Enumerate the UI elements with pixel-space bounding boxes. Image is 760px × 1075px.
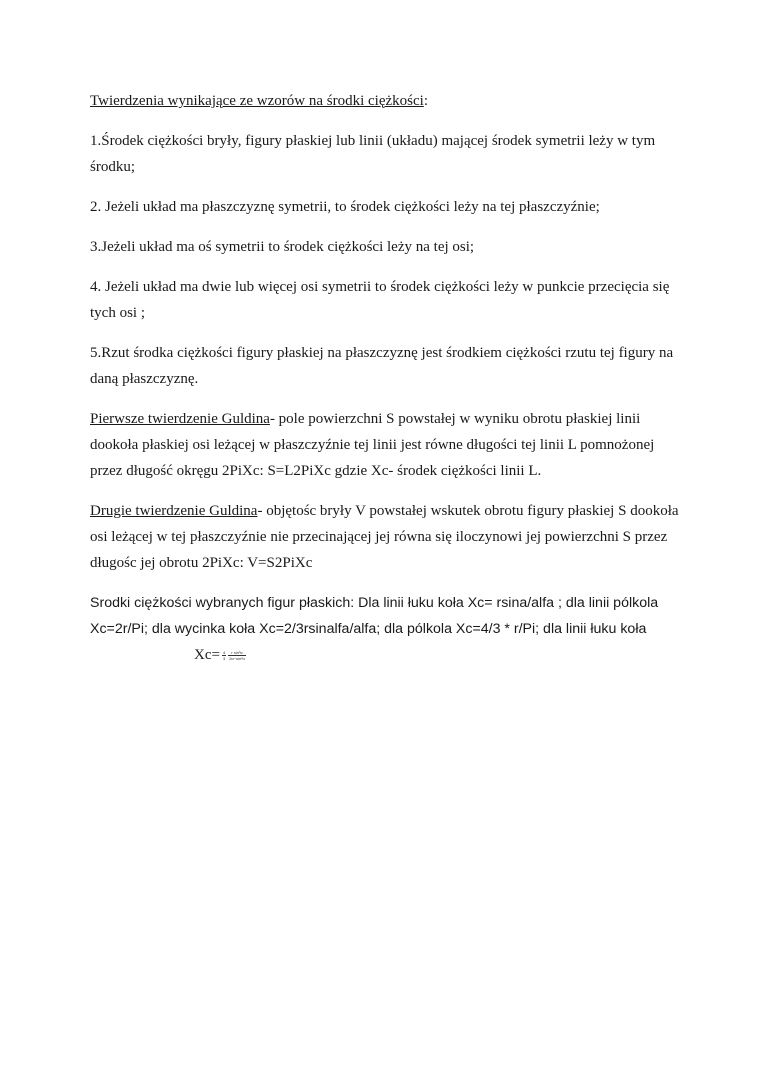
document-body [90, 88, 680, 682]
formula-numerator: r sin³α [228, 650, 246, 656]
formula-fraction [228, 650, 246, 661]
theorem-item-5: 5.Rzut środka ciężkości figury płaskiej na płaszczyznę jest środkiem ciężkości rzutu tej figury na daną płaszczyznę. [90, 345, 674, 387]
guldin-second-paragraph [90, 498, 680, 576]
formula-coefficient-denominator: 3 [222, 656, 226, 661]
guldin-first-title: Pierwsze twierdzenie Guldina [90, 411, 270, 427]
formula-denominator: 2α−sin²α [229, 656, 245, 661]
theorem-item-1: 1.Środek ciężkości bryły, figury płaskiej lub linii (układu) mającej środek symetrii leży w tym środku; [90, 133, 656, 175]
theorem-item-3: 3.Jeżeli układ ma oś symetrii to środek ciężkości leży na tej osi; [90, 239, 475, 255]
guldin-second-text: - objętośc bryły V powstałej wskutek obrotu figury płaskiej S dookoła osi leżącej w tej płaszczyźnie nie przecinającej jej równa się iloczynowi jej powierzchni S przez długośc jej obrotu 2PiXc: V=S2PiXc [90, 503, 679, 571]
formula-label: Xc= [194, 647, 220, 663]
guldin-first-text: - pole powierzchni S powstałej w wyniku obrotu płaskiej linii dookoła płaskiej osi leżącej w płaszczyźnie tej linii jest równe długości tej linii L pomnożonej przez długość okręgu 2PiXc: S=L2PiXc gdzie Xc- środek ciężkości linii L. [90, 411, 655, 479]
guldin-first-paragraph [90, 406, 680, 484]
heading-line [90, 88, 680, 114]
centroids-text: Srodki ciężkości wybranych figur płaskich: Dla linii łuku koła Xc= rsina/alfa ; dla linii pólkola Xc=2r/Pi; dla wycinka koła Xc=2/3rsinalfa/alfa; dla pólkola Xc=4/3 * r/Pi; dla linii łuku koła [90, 595, 659, 637]
theorem-item-2: 2. Jeżeli układ ma płaszczyznę symetrii, to środek ciężkości leży na tej płaszczyźnie; [90, 199, 600, 215]
theorem-item-4: 4. Jeżeli układ ma dwie lub więcej osi symetrii to środek ciężkości leży w punkcie przecięcia się tych osi ; [90, 279, 670, 321]
formula-coefficient-numerator: 4 [222, 650, 226, 655]
guldin-second-title: Drugie twierdzenie Guldina [90, 503, 258, 519]
formula-coefficient [222, 650, 226, 661]
document-heading: Twierdzenia wynikające ze wzorów na środki ciężkości [90, 93, 424, 109]
centroids-paragraph [90, 590, 680, 668]
heading-colon: : [423, 93, 428, 109]
